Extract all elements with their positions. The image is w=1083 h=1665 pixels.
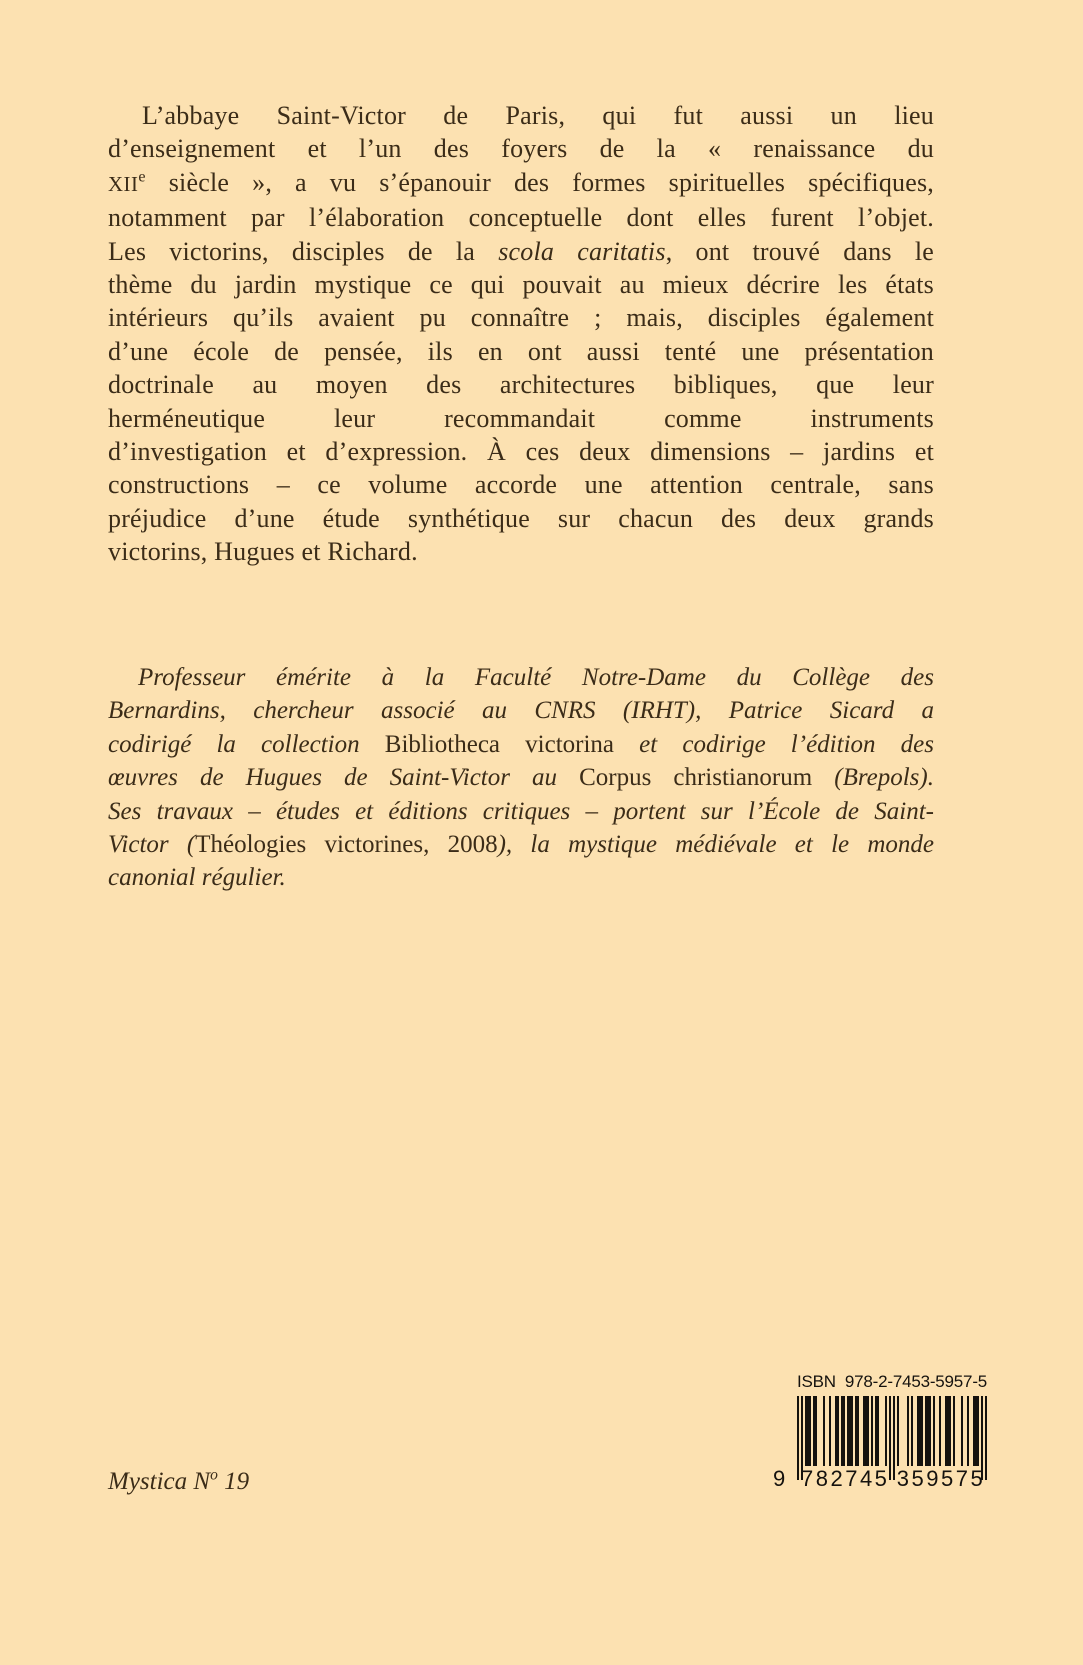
barcode-digit-group-right: 359575 (896, 1466, 986, 1491)
barcode-digit-group-first: 9 (773, 1466, 786, 1491)
series-label: Mystica $N^o$ 19 (108, 1466, 250, 1495)
synopsis-line: doctrinale au moyen des architectures bibliques, que leur (108, 370, 934, 400)
synopsis-line: herméneutique leur recommandait comme instruments (108, 403, 934, 433)
author-note-paragraph (108, 661, 934, 895)
isbn-barcode-block (773, 1372, 988, 1491)
synopsis-line: L’abbaye Saint-Victor de Paris, qui fut aussi un lieu (142, 101, 934, 130)
synopsis-line: Les victorins, disciples de la scola caritatis, ont trouvé dans le (108, 236, 934, 266)
author-note-line: Victor (Théologies victorines, 2008), la mystique médiévale et le monde (108, 831, 934, 859)
isbn-label: ISBN 978-2-7453-5957-5 (796, 1372, 988, 1391)
synopsis-line: d’une école de pensée, ils en ont aussi tenté une présentation (108, 336, 934, 366)
synopsis-line: XIIe siècle », a vu s’épanouir des formes spirituelles spécifiques, (108, 167, 934, 197)
synopsis-line: intérieurs qu’ils avaient pu connaître ; mais, disciples également (108, 303, 934, 333)
barcode-digits (773, 1466, 987, 1491)
author-note-line: Professeur émérite à la Faculté Notre-Dame du Collège des (138, 664, 934, 691)
synopsis-line: préjudice d’une étude synthétique sur chacun des deux grands (108, 503, 934, 533)
synopsis-paragraph (108, 99, 934, 569)
synopsis-line: constructions – ce volume accorde une attention centrale, sans (108, 470, 934, 500)
barcode-digit-group-left: 782745 (801, 1466, 890, 1491)
synopsis-line: victorins, Hugues et Richard. (108, 537, 418, 567)
author-note-line: canonial régulier. (108, 864, 286, 892)
author-note-line: codirigé la collection Bibliotheca victorina et codirige l’édition des (108, 730, 934, 758)
synopsis-line: notamment par l’élaboration conceptuelle dont elles furent l’objet. (108, 203, 934, 233)
synopsis-line: d’investigation et d’expression. À ces deux dimensions – jardins et (108, 437, 934, 467)
author-note-line: Ses travaux – études et éditions critiques – portent sur l’École de Saint- (108, 797, 934, 825)
synopsis-line: thème du jardin mystique ce qui pouvait au mieux décrire les états (108, 270, 934, 300)
author-note-line: œuvres de Hugues de Saint-Victor au Corpus christianorum (Brepols). (108, 764, 934, 792)
author-note-line: Bernardins, chercheur associé au CNRS (IRHT), Patrice Sicard a (108, 697, 934, 725)
synopsis-line: d’enseignement et l’un des foyers de la « renaissance du (108, 134, 934, 164)
